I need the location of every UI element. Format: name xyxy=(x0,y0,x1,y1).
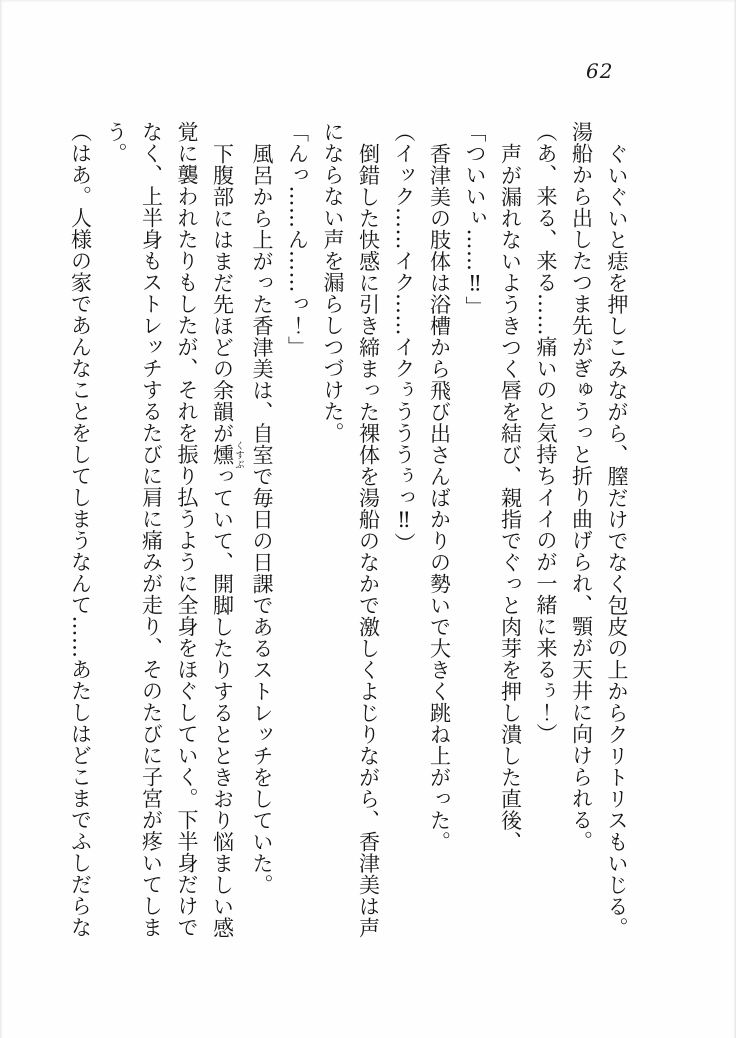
text-column: なく、上半身もストレッチするたびに肩に痛みが走り、そのたびに子宮が疼いてしま xyxy=(139,121,164,938)
text-column: 風呂から上がった香津美は、自室で毎日の日課であるストレッチをしていた。 xyxy=(250,142,274,895)
text-column: ぐいぐいと痣を押しこみながら、膣だけでなく包皮の上からクリトリスもいじる。 xyxy=(605,142,629,938)
text-column: 倒錯した快感に引き締まった裸体を湯船のなかで激しくよじりながら、香津美は声 xyxy=(356,142,381,938)
text-column: 湯船から出したつま先がぎゅうっと折り曲げられ、顎が天井に向けられる。 xyxy=(569,121,594,852)
page-text-block xyxy=(62,121,634,941)
text-column: 香津美の肢体は浴槽から飛び出さんばかりの勢いで大きく跳ね上がった。 xyxy=(427,142,452,852)
text-column: （イック……イク……イクぅうううぅっ‼） xyxy=(392,121,416,554)
text-column: 「ついいぃ……‼」 xyxy=(463,121,487,318)
text-column: 声が漏れないようきつく唇を結び、親指でぐっと肉芽を押し潰した直後、 xyxy=(498,142,523,852)
text-column: 覚に襲われたりもしたが、それを振り払うように全身をほぐしていく。下半身だけで xyxy=(175,121,199,938)
text-column: （はあ。人様の家であんなことをしてしまうなんて……あたしはどこまでふしだらな xyxy=(68,121,93,938)
page-number: 62 xyxy=(586,59,614,83)
ruby-annotated-kanji: 燻くすぶ xyxy=(210,440,244,469)
text-column: （あ、来る、来る……痛いのと気持ちイイのが一緒に来るぅ！） xyxy=(534,121,558,745)
text-column: にならない声を漏らしつづけた。 xyxy=(321,121,345,444)
text-column: 「んっ……ん……っ！」 xyxy=(285,121,310,358)
text-column: 下腹部にはまだ先ほどの余韻が燻くすぶっていて、開脚したりするとときおり悩ましい感 xyxy=(210,142,244,938)
text-column: う。 xyxy=(104,121,128,164)
